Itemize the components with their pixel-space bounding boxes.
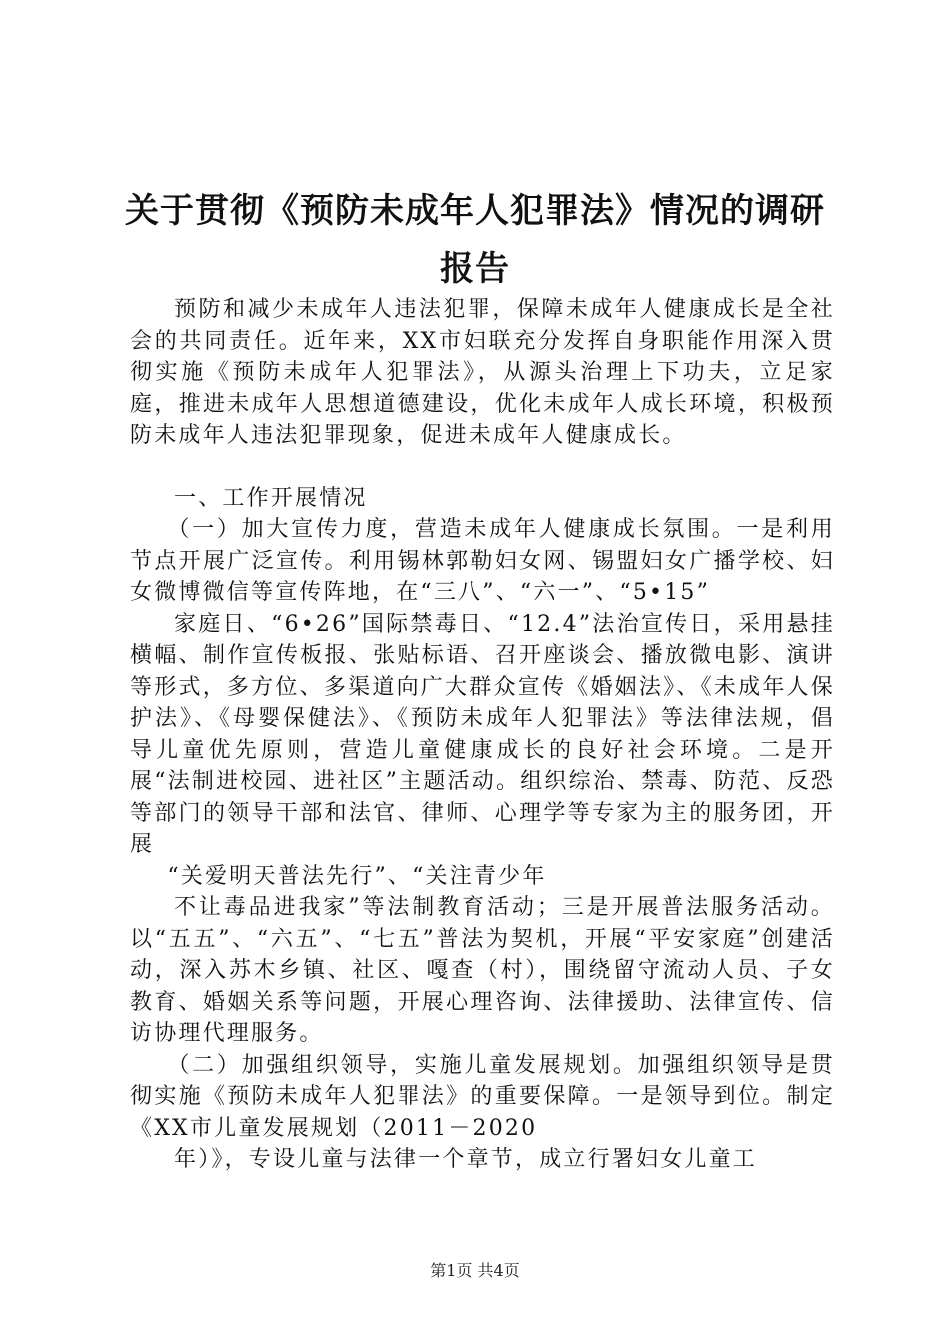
paragraph-publicity: （一）加大宣传力度，营造未成年人健康成长氛围。一是利用节点开展广泛宣传。利用锡林郭勒妇女网、锡盟妇女广播学校、妇女微博微信等宣传阵地，在“三八”、“六一”、“5•15” xyxy=(130,517,835,605)
paragraph-legal-service: 不让毒品进我家”等法制教育活动；三是开展普法服务活动。以“五五”、“六五”、“七五”普法为契机，开展“平安家庭”创建活动，深入苏木乡镇、社区、嘎查（村），围绕留守流动人员、子女教育、婚姻关系等问题，开展心理咨询、法律援助、法律宣传、信访协理代理服务。 xyxy=(130,895,835,1046)
page-footer: 第1页 共4页 xyxy=(430,1261,520,1280)
paragraph-organization-cont: 年）》，专设儿童与法律一个章节，成立行署妇女儿童工 xyxy=(174,1147,758,1172)
paragraph-publicity-cont: 家庭日、“6•26”国际禁毒日、“12.4”法治宣传日，采用悬挂横幅、制作宣传板报、张贴标语、召开座谈会、播放微电影、演讲等形式，多方位、多渠道向广大群众宣传《婚姻法》、《未成年人保护法》、《母婴保健法》、《预防未成年人犯罪法》等法律法规，倡导儿童优先原则，营造儿童健康成长的良好社会环境。二是开展“法制进校园、进社区”主题活动。组织综治、禁毒、防范、反恐等部门的领导干部和法官、律师、心理学等专家为主的服务团，开展 xyxy=(130,611,835,857)
document-title-line1: 关于贯彻《预防未成年人犯罪法》情况的调研 xyxy=(125,191,825,231)
document-title-line2: 报告 xyxy=(440,249,510,289)
paragraph-slogan: “关爱明天普法先行”、“关注青少年 xyxy=(167,863,547,889)
section-heading-1: 一、工作开展情况 xyxy=(174,485,368,511)
paragraph-organization: （二）加强组织领导，实施儿童发展规划。加强组织领导是贯彻实施《预防未成年人犯罪法》的重要保障。一是领导到位。制定《XX市儿童发展规划（2011－2020 xyxy=(130,1052,835,1141)
paragraph-intro: 预防和减少未成年人违法犯罪，保障未成年人健康成长是全社会的共同责任。近年来，XX市妇联充分发挥自身职能作用深入贯彻实施《预防未成年人犯罪法》，从源头治理上下功夫，立足家庭，推进未成年人思想道德建设，优化未成年人成长环境，积极预防未成年人违法犯罪现象，促进未成年人健康成长。 xyxy=(130,297,835,448)
document-body xyxy=(130,294,835,1176)
